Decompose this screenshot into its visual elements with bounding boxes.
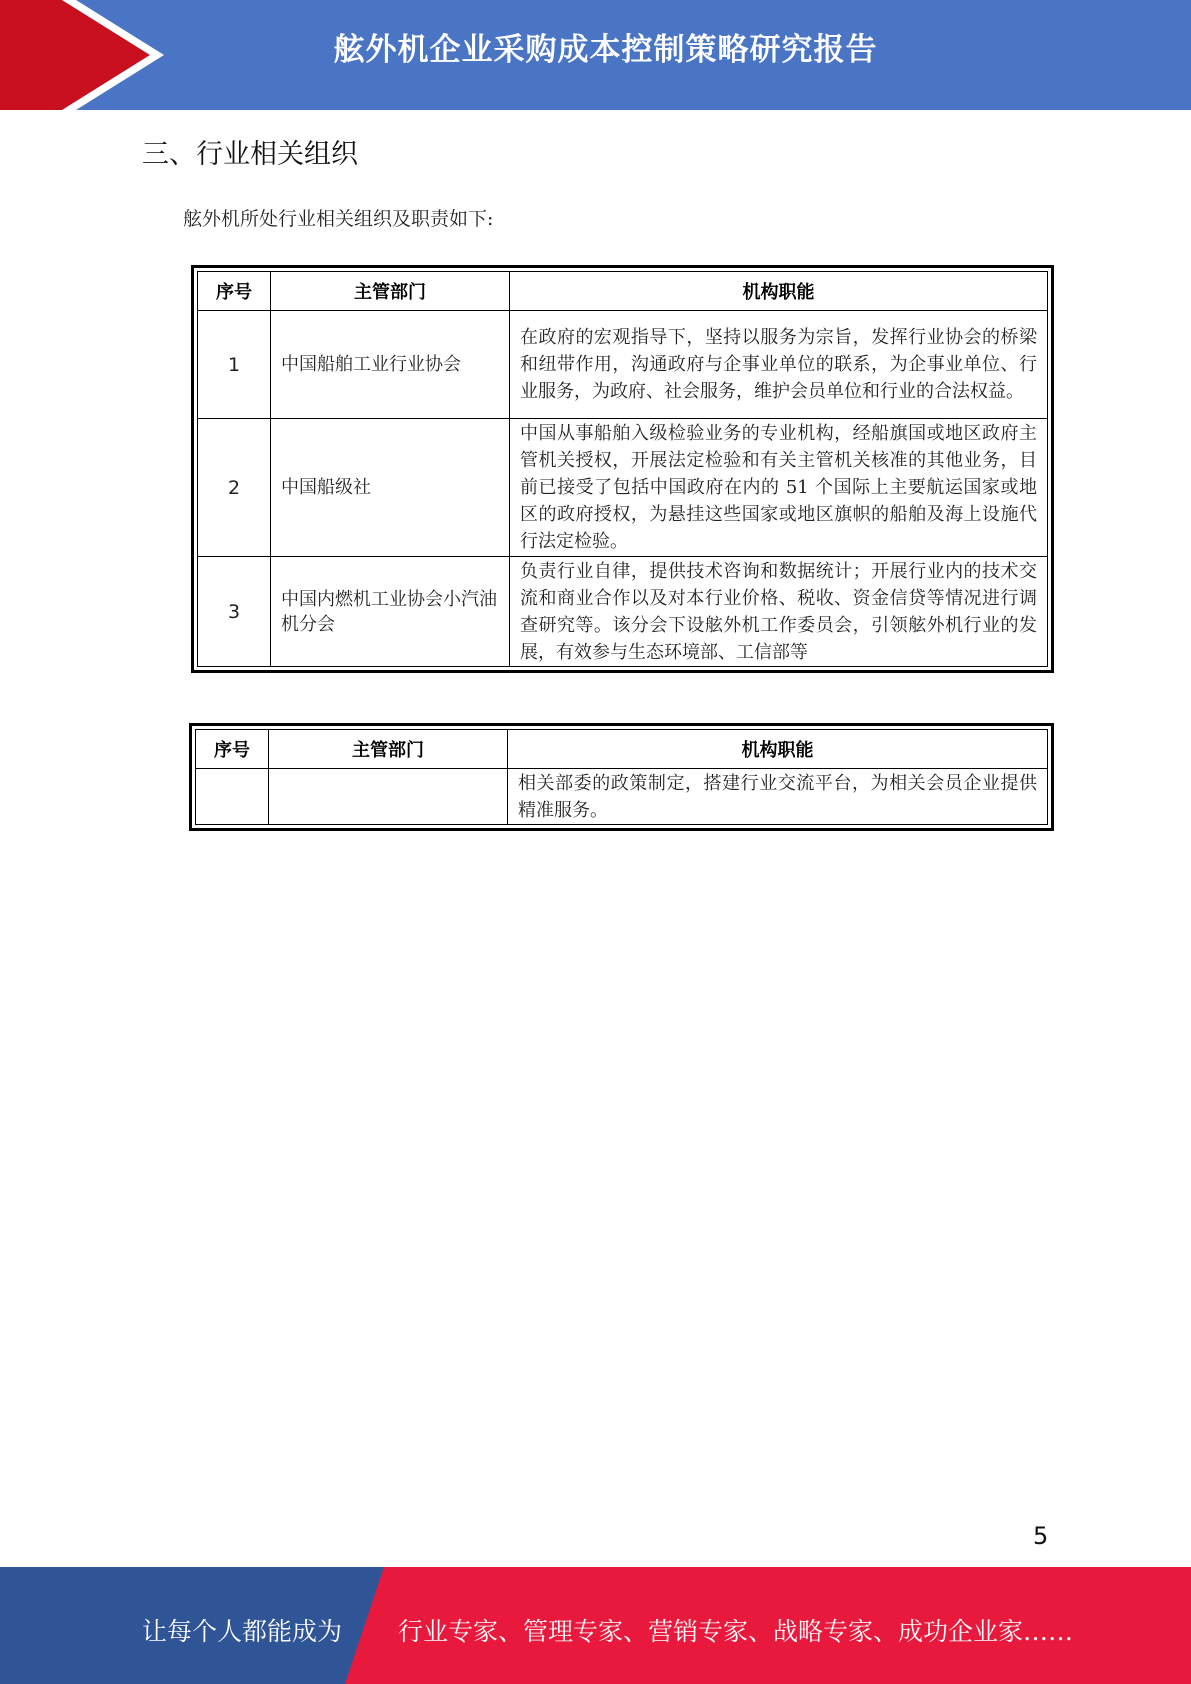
footer-slogan-left: 让每个人都能成为 [142,1617,343,1646]
row-function: 相关部委的政策制定，搭建行业交流平台，为相关会员企业提供精准服务。 [508,769,1048,825]
header-cell-function: 机构职能 [510,272,1048,311]
row-function: 在政府的宏观指导下，坚持以服务为宗旨，发挥行业协会的桥梁和纽带作用，沟通政府与企事业单位的联系，为企事业单位、行业服务，为政府、社会服务，维护会员单位和行业的合法权益。 [510,311,1048,419]
header-cell-department: 主管部门 [269,730,508,769]
page-header [0,0,1191,110]
table-row [198,311,1048,419]
intro-paragraph: 舷外机所处行业相关组织及职责如下: [183,208,494,230]
row-number: 3 [198,557,271,667]
footer-slogan-right: 行业专家、管理专家、营销专家、战略专家、成功企业家…… [398,1617,1074,1646]
header-cell-function: 机构职能 [508,730,1048,769]
row-function: 负责行业自律，提供技术咨询和数据统计；开展行业内的技术交流和商业合作以及对本行业价格、税收、资金信贷等情况进行调查研究等。该分会下设舷外机工作委员会，引领舷外机行业的发展，有效参与生态环境部、工信部等 [510,557,1048,667]
organizations-table [191,265,1054,673]
table-row [196,769,1048,825]
row-department: 中国内燃机工业协会小汽油机分会 [271,557,510,667]
header-cell-number: 序号 [196,730,269,769]
section-heading: 三、行业相关组织 [142,139,358,170]
row-number [196,769,269,825]
row-department: 中国船级社 [271,419,510,557]
table-header-row [198,272,1048,311]
page-number: 5 [1033,1522,1049,1550]
row-department: 中国船舶工业行业协会 [271,311,510,419]
table-header-row [196,730,1048,769]
page-footer [0,1567,1191,1684]
report-title: 舷外机企业采购成本控制策略研究报告 [333,32,878,68]
table-row [198,557,1048,667]
row-number: 2 [198,419,271,557]
organizations-table-continued [189,723,1054,831]
header-cell-department: 主管部门 [271,272,510,311]
table-row [198,419,1048,557]
row-number: 1 [198,311,271,419]
row-function: 中国从事船舶入级检验业务的专业机构，经船旗国或地区政府主管机关授权，开展法定检验和有关主管机关核准的其他业务，目前已接受了包括中国政府在内的 51 个国际上主要航运国家或地区的政府授权，为悬挂这些国家或地区旗帜的船舶及海上设施代行法定检验。 [510,419,1048,557]
header-cell-number: 序号 [198,272,271,311]
row-department [269,769,508,825]
